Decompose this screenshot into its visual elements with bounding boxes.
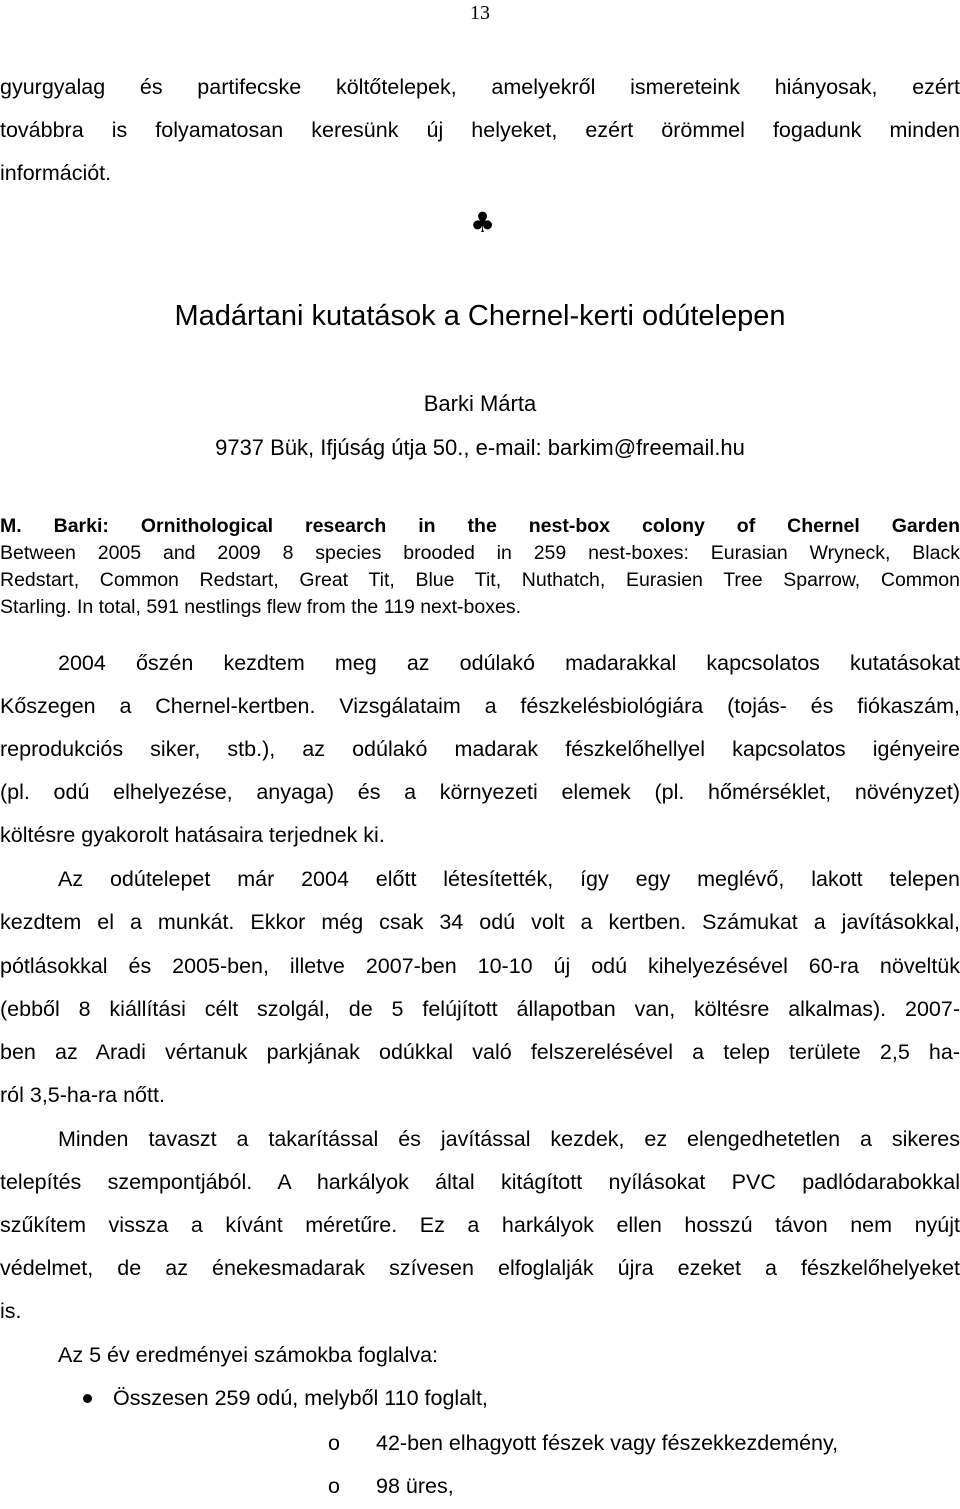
p3-line-1: Minden tavaszt a takarítással és javítással kezdek, ez elengedhetetlen a sikeres: [58, 1127, 960, 1151]
p2-line-4: (ebből 8 kiállítási célt szolgál, de 5 felújított állapotban van, költésre alkalmas). 2007-: [0, 997, 960, 1021]
p1-line-2: Kőszegen a Chernel-kertben. Vizsgálataim a fészkelésbiológiára (tojás- és fiókaszám,: [0, 694, 960, 718]
article-author: Barki Márta: [423, 391, 537, 416]
p2-line-6: ról 3,5-ha-ra nőtt.: [0, 1083, 165, 1107]
abstract-heading: M. Barki: Ornithological research in the nest-box colony of Chernel Garden: [0, 515, 960, 537]
p3-line-4: védelmet, de az énekesmadarak szívesen elfoglalják újra ezeket a fészkelőhelyeket: [0, 1256, 960, 1280]
intro-line-3: információt.: [0, 161, 112, 185]
p3-line-5: is.: [0, 1299, 22, 1323]
article-title: Madártani kutatások a Chernel-kerti odútelepen: [174, 300, 786, 332]
intro-line-1: gyurgyalag és partifecske költőtelepek, amelyekről ismereteink hiányosak, ezért: [0, 75, 960, 99]
p3-line-2: telepítés szempontjából. A harkályok által kitágított nyílásokat PVC padlódarabokkal: [0, 1170, 960, 1194]
p2-line-5: ben az Aradi vértanuk parkjának odúkkal való felszerelésével a telep területe 2,5 ha-: [0, 1040, 960, 1064]
intro-line-2: továbbra is folyamatosan keresünk új helyeket, ezért örömmel fogadunk minden: [0, 118, 960, 142]
p2-line-2: kezdtem el a munkát. Ekkor még csak 34 odú volt a kertben. Számukat a javításokkal,: [0, 910, 960, 934]
p2-line-1: Az odútelepet már 2004 előtt létesítették, így egy meglévő, lakott telepen: [58, 867, 960, 891]
p1-line-5: költésre gyakorolt hatásaira terjednek ki.: [0, 823, 385, 847]
p1-line-4: (pl. odú elhelyezése, anyaga) és a környezeti elemek (pl. hőmérséklet, növényzet): [0, 780, 960, 804]
summary-intro: Az 5 év eredményei számokba foglalva:: [58, 1343, 439, 1367]
page-number: 13: [470, 2, 490, 24]
club-ornament-icon: ♣: [470, 206, 496, 239]
bullet-dot-icon: [83, 1394, 92, 1403]
p1-line-1: 2004 őszén kezdtem meg az odúlakó madarakkal kapcsolatos kutatásokat: [58, 651, 960, 675]
sub-item-2: 98 üres,: [376, 1474, 454, 1498]
sub-bullet-marker-1: o: [328, 1431, 340, 1455]
abstract-line-3: Starling. In total, 591 nestlings flew from the 119 next-boxes.: [0, 596, 522, 618]
abstract-block: [0, 513, 960, 621]
sub-bullet-marker-2: o: [328, 1474, 340, 1498]
results-bullet: Összesen 259 odú, melyből 110 foglalt,: [113, 1386, 488, 1410]
p1-line-3: reprodukciós siker, stb.), az odúlakó madarak fészkelőhellyel kapcsolatos igényeire: [0, 737, 960, 761]
p2-line-3: pótlásokkal és 2005-ben, illetve 2007-ben 10-10 új odú kihelyezésével 60-ra növeltük: [0, 954, 960, 978]
abstract-line-2: Redstart, Common Redstart, Great Tit, Blue Tit, Nuthatch, Eurasien Tree Sparrow, Common: [0, 569, 960, 591]
sub-item-1: 42-ben elhagyott fészek vagy fészekkezdemény,: [376, 1431, 839, 1455]
article-address: 9737 Bük, Ifjúság útja 50., e-mail: barkim@freemail.hu: [215, 435, 745, 460]
abstract-line-1: Between 2005 and 2009 8 species brooded in 259 nest-boxes: Eurasian Wryneck, Black: [0, 542, 960, 564]
p3-line-3: szűkítem vissza a kívánt méretűre. Ez a harkályok ellen hosszú távon nem nyújt: [0, 1213, 960, 1237]
